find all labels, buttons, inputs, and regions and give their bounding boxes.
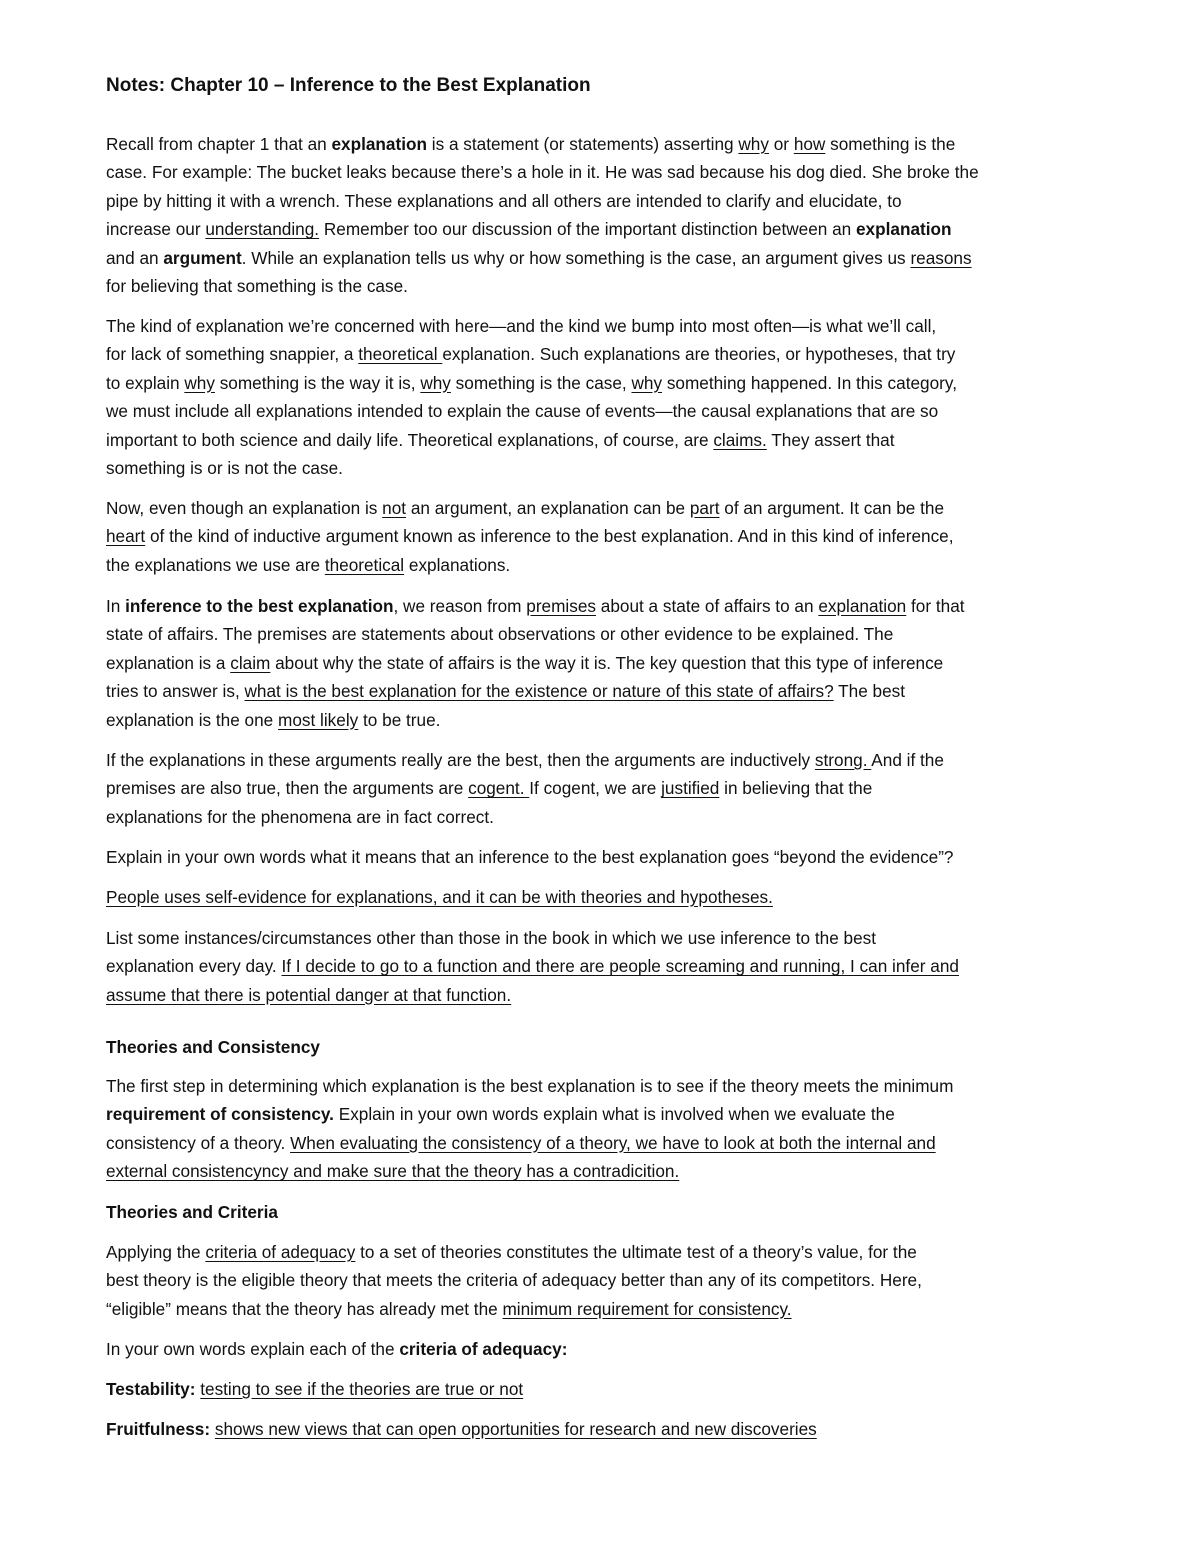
text-line <box>106 677 1101 705</box>
text-run: The kind of explanation we’re concerned with here—and the kind we bump into most often—is what we’ll call, <box>106 316 937 336</box>
text-line <box>106 1157 1101 1185</box>
text-run: Recall from chapter 1 that an <box>106 134 332 154</box>
underlined-text: what is the best explanation for the existence or nature of this state of affairs? <box>244 681 834 702</box>
text-run: List some instances/circumstances other than those in the book in which we use inference to the best <box>106 928 877 948</box>
text-line <box>106 843 1101 871</box>
bold-text: Fruitfulness: <box>106 1419 211 1439</box>
text-run: is a statement (or statements) asserting <box>426 134 739 154</box>
text-line <box>106 215 1101 243</box>
text-line <box>106 1238 1101 1266</box>
text-run: something is the <box>825 134 956 154</box>
text-run: The first step in determining which explanation is the best explanation is to see if the theory meets the minimum <box>106 1076 954 1096</box>
bold-text: requirement of consistency. <box>106 1104 334 1125</box>
underlined-text: explanation <box>818 596 907 616</box>
text-line <box>106 272 1101 300</box>
answer-beyond-evidence <box>106 883 1101 911</box>
underlined-text: most likely <box>278 709 359 730</box>
text-line <box>106 551 1101 579</box>
text-run: Now, even though an explanation is <box>106 498 383 518</box>
underlined-text: theoretical <box>358 344 443 365</box>
text-run: to a set of theories constitutes the ultimate test of a theory’s value, for the <box>355 1242 917 1262</box>
text-run: in believing that the <box>719 778 873 799</box>
text-line <box>106 130 1101 158</box>
text-run: or <box>768 134 794 154</box>
underlined-text: assume that there is potential danger at that function. <box>106 984 512 1005</box>
text-line <box>106 649 1101 677</box>
text-line <box>106 454 1101 482</box>
question-everyday-instances <box>106 924 1101 1009</box>
text-line <box>106 1266 1101 1294</box>
underlined-text: strong. <box>814 750 872 770</box>
underlined-text: understanding. <box>205 219 320 240</box>
paragraph-explanation-in-argument <box>106 494 1101 579</box>
text-run: premises are also true, then the arguments are <box>106 778 469 799</box>
underlined-text: how <box>793 134 826 154</box>
prompt-criteria-list <box>106 1335 1101 1363</box>
paragraph-consistency <box>106 1072 1101 1186</box>
text-line <box>106 1295 1101 1323</box>
text-line <box>106 1375 1101 1403</box>
underlined-text: testing to see if the theories are true or not <box>200 1379 524 1399</box>
text-line <box>106 620 1101 648</box>
paragraph-explanation-definition <box>106 130 1101 300</box>
text-run: about why the state of affairs is the way it is. The key question that this type of inference <box>270 652 944 673</box>
text-run: and an <box>106 247 164 268</box>
question-beyond-evidence <box>106 843 1101 871</box>
underlined-text: claims. <box>713 429 767 450</box>
underlined-text: cogent. <box>468 778 530 799</box>
text-line <box>106 1335 1101 1363</box>
text-run: And if the <box>871 750 944 770</box>
underlined-text: why <box>738 134 769 154</box>
text-run: The best <box>833 681 906 702</box>
underlined-text: If I decide to go to a function and there are people screaming and running, I can infer and <box>281 956 959 977</box>
text-run: Remember too our discussion of the important distinction between an <box>319 219 856 240</box>
heading-theories-criteria: Theories and Criteria <box>106 1202 278 1222</box>
text-line <box>106 952 1101 980</box>
underlined-text: why <box>631 372 663 393</box>
text-run: case. For example: The bucket leaks because there’s a hole in it. He was sad because his dog died. She broke the <box>106 162 979 183</box>
text-run: for believing that something is the case. <box>106 275 408 296</box>
bold-text: criteria of adequacy: <box>399 1339 568 1359</box>
paragraph-theoretical-explanation <box>106 312 1101 482</box>
text-run: of the kind of inductive argument known as inference to the best explanation. And in this kind of inference, <box>145 526 954 547</box>
text-line <box>106 522 1101 550</box>
text-run: increase our <box>106 219 206 240</box>
text-run: the explanations we use are <box>106 554 325 575</box>
text-line <box>106 187 1101 215</box>
text-line <box>106 803 1101 831</box>
bold-text: Testability: <box>106 1379 196 1399</box>
text-line <box>106 592 1101 620</box>
text-line <box>106 1100 1101 1128</box>
underlined-text: why <box>184 372 215 393</box>
underlined-text: claim <box>230 652 271 673</box>
criterion-testability <box>106 1375 1101 1403</box>
underlined-text: why <box>420 372 451 393</box>
text-run: explanations. <box>404 554 511 575</box>
text-line <box>106 883 1101 911</box>
text-run: If cogent, we are <box>529 778 662 799</box>
text-line <box>106 244 1101 272</box>
text-line <box>106 426 1101 454</box>
underlined-text: shows new views that can open opportunities for research and new discoveries <box>214 1419 817 1439</box>
text-run: explanation every day. <box>106 956 282 977</box>
text-line <box>106 158 1101 186</box>
underlined-text: heart <box>106 526 146 547</box>
text-line <box>106 1129 1101 1157</box>
text-line <box>106 981 1101 1009</box>
bold-text: explanation <box>856 219 952 240</box>
bold-text: inference to the best explanation <box>125 596 394 616</box>
text-line <box>106 774 1101 802</box>
text-run: tries to answer is, <box>106 681 245 702</box>
text-run: explanations for the phenomena are in fact correct. <box>106 806 494 827</box>
text-run: something is the way it is, <box>214 372 421 393</box>
text-line <box>106 1415 1101 1443</box>
text-run: Explain in your own words explain what is involved when we evaluate the <box>333 1104 895 1125</box>
text-run: about a state of affairs to an <box>596 596 819 616</box>
document-title: Notes: Chapter 10 – Inference to the Best Explanation <box>106 75 591 96</box>
text-line <box>106 924 1101 952</box>
text-run: explanation. Such explanations are theories, or hypotheses, that try <box>442 344 956 365</box>
bold-text: argument <box>163 247 242 268</box>
criterion-fruitfulness <box>106 1415 1101 1443</box>
text-run: In <box>106 596 126 616</box>
text-run: . While an explanation tells us why or how something is the case, an argument gives us <box>241 247 911 268</box>
underlined-text: premises <box>526 596 596 616</box>
underlined-text: not <box>382 498 407 518</box>
text-line <box>106 706 1101 734</box>
text-line <box>106 494 1101 522</box>
text-run: important to both science and daily life. Theoretical explanations, of course, are <box>106 429 714 450</box>
underlined-text: minimum requirement for consistency. <box>502 1298 792 1319</box>
text-run: explanation is the one <box>106 709 279 730</box>
underlined-text: criteria of adequacy <box>205 1242 356 1262</box>
text-run: pipe by hitting it with a wrench. These explanations and all others are intended to clarify and elucidate, to <box>106 190 902 211</box>
paragraph-criteria-adequacy <box>106 1238 1101 1323</box>
bold-text: explanation <box>331 134 427 154</box>
text-run: state of affairs. The premises are statements about observations or other evidence to be explained. The <box>106 624 894 645</box>
text-run: If the explanations in these arguments really are the best, then the arguments are inductively <box>106 750 815 770</box>
text-line <box>106 369 1101 397</box>
text-run: They assert that <box>766 429 895 450</box>
text-run: for lack of something snappier, a <box>106 344 359 365</box>
text-run: of an argument. It can be the <box>719 498 945 518</box>
text-run: to be true. <box>358 709 441 730</box>
text-line <box>106 340 1101 368</box>
underlined-text: justified <box>661 778 720 799</box>
underlined-text: part <box>689 498 720 518</box>
paragraph-strong-cogent <box>106 746 1101 831</box>
text-run: consistency of a theory. <box>106 1132 291 1153</box>
text-run: explanation is a <box>106 652 231 673</box>
text-line <box>106 1072 1101 1100</box>
underlined-text: People uses self-evidence for explanations, and it can be with theories and hypotheses. <box>106 887 773 907</box>
paragraph-inference-definition <box>106 592 1101 734</box>
text-run: we must include all explanations intended to explain the cause of events—the causal explanations that are so <box>106 401 939 422</box>
text-run: Applying the <box>106 1242 206 1262</box>
text-run: something is the case, <box>450 372 632 393</box>
text-line <box>106 746 1101 774</box>
text-line <box>106 397 1101 425</box>
text-run: to explain <box>106 372 185 393</box>
text-run: Explain in your own words what it means that an inference to the best explanation goes “beyond the evidence”? <box>106 847 954 867</box>
text-run: In your own words explain each of the <box>106 1339 400 1359</box>
text-run: something happened. In this category, <box>662 372 957 393</box>
underlined-text: When evaluating the consistency of a theory, we have to look at both the internal and <box>290 1132 936 1153</box>
text-run: something is or is not the case. <box>106 457 343 478</box>
text-run: best theory is the eligible theory that meets the criteria of adequacy better than any of its competitors. Here, <box>106 1270 922 1291</box>
text-run: for that <box>906 596 965 616</box>
underlined-text: reasons <box>910 247 972 268</box>
text-run: “eligible” means that the theory has already met the <box>106 1298 503 1319</box>
text-run: an argument, an explanation can be <box>406 498 690 518</box>
underlined-text: theoretical <box>324 554 405 575</box>
text-run: , we reason from <box>393 596 527 616</box>
underlined-text: external consistencyncy and make sure that the theory has a contradicition. <box>106 1161 680 1182</box>
heading-theories-consistency: Theories and Consistency <box>106 1037 320 1057</box>
text-line <box>106 312 1101 340</box>
